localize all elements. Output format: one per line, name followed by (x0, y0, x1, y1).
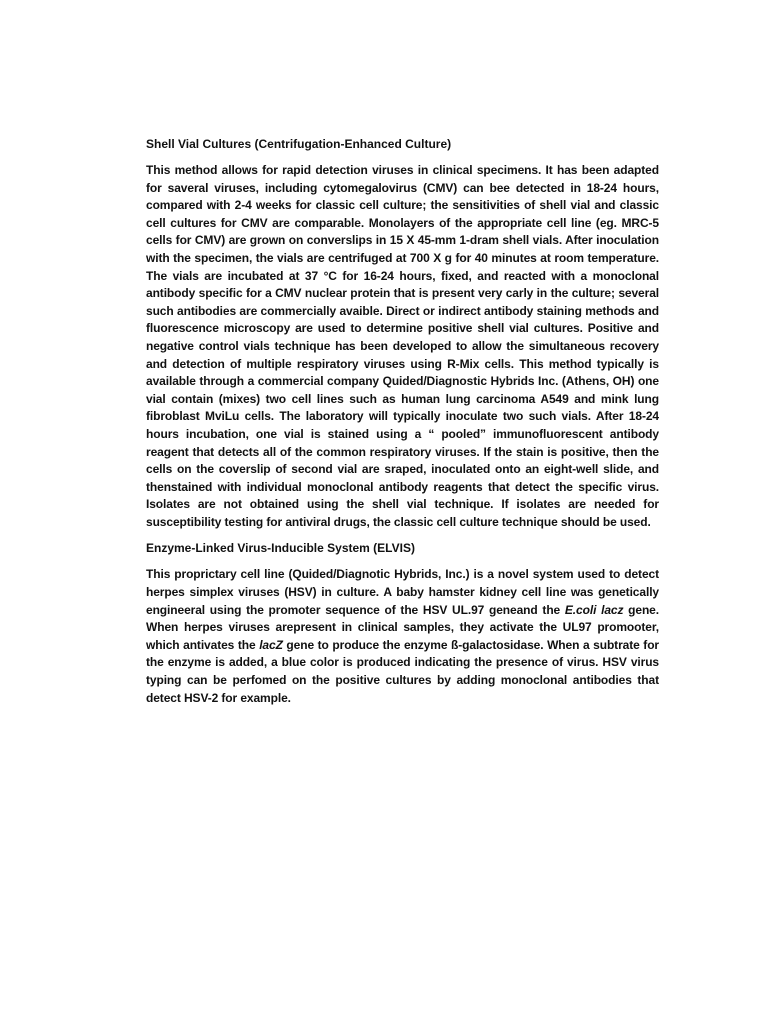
section-heading-elvis: Enzyme-Linked Virus-Inducible System (ELVIS) (146, 541, 415, 556)
paragraph-elvis-text-3: gene to produce the enzyme ß-galactosidase. When a subtrate for the enzyme is added, a blue color is produced indicating the presence of virus. HSV virus typing can be perfomed on the positive cultures by adding monoclonal antibodies that detect HSV-2 for example. (146, 637, 659, 705)
term-ecoli-lacz: E.coli lacz (564, 602, 624, 617)
section-heading-shell-vial: Shell Vial Cultures (Centrifugation-Enhanced Culture) (146, 137, 452, 151)
paragraph-elvis-text-2: gene. When herpes viruses arepresent in clinical samples, they activate the UL97 promooter, which antivates the (146, 602, 659, 652)
paragraph-shell-vial: This method allows for rapid detection viruses in clinical specimens. It has been adapted for saveral viruses, including cytomegalovirus (CMV) can bee detected in 18-24 hours, compared with 2-4 weeks for classic cell culture; the sensitivities of shell vial and classic cell cultures for CMV are comparable. Monolayers of the appropriate cell line (eg. MRC-5 cells for CMV) are grown on converslips in 15 X 45-mm 1-dram shell vials. After inoculation with the specimen, the vials are centrifuged at 700 X g for 40 minutes at room temperature. The vials are incubated at 37 °C for 16-24 hours, fixed, and reacted with a monoclonal antibody specific for a CMV nuclear protein that is present very carly in the culture; several such antibodies are commercially avaible. Direct or indirect antibody staining methods and fluorescence microscopy are used to determine positive shell vial cultures. Positive and negative control vials technique has been developed to allow the simultaneous recovery and detection of multiple respiratory viruses using R-Mix cells. This method typically is available through a commercial company Quided/Diagnostic Hybrids Inc. (Athens, OH) one vial contain (mixes) two cell lines such as human lung carcinoma A549 and mink lung fibroblast MviLu cells. The laboratory will typically inoculate two such vials. After 18-24 hours incubation, one vial is stained using a “ pooled” immunofluorescent antibody reagent that detects all of the common respiratory viruses. If the stain is positive, then the cells on the coverslip of second vial are sraped, inoculated onto an eight-well slide, and thenstained with individual monoclonal antibody reagents that detect the specific virus. Isolates are not obtained using the shell vial technique. If isolates are needed for susceptibility testing for antiviral drugs, the classic cell culture technique should be used. (146, 163, 659, 529)
paragraph-elvis-text-1: This proprictary cell line (Quided/Diagnotic Hybrids, Inc.) is a novel system used to detect herpes simplex viruses (HSV) in culture. A baby hamster kidney cell line was genetically engineeral using the promoter sequence of the HSV UL.97 geneand the (146, 567, 659, 617)
paragraph-elvis (146, 566, 659, 707)
term-lacz: lacZ (259, 637, 283, 652)
document-body (146, 136, 659, 716)
